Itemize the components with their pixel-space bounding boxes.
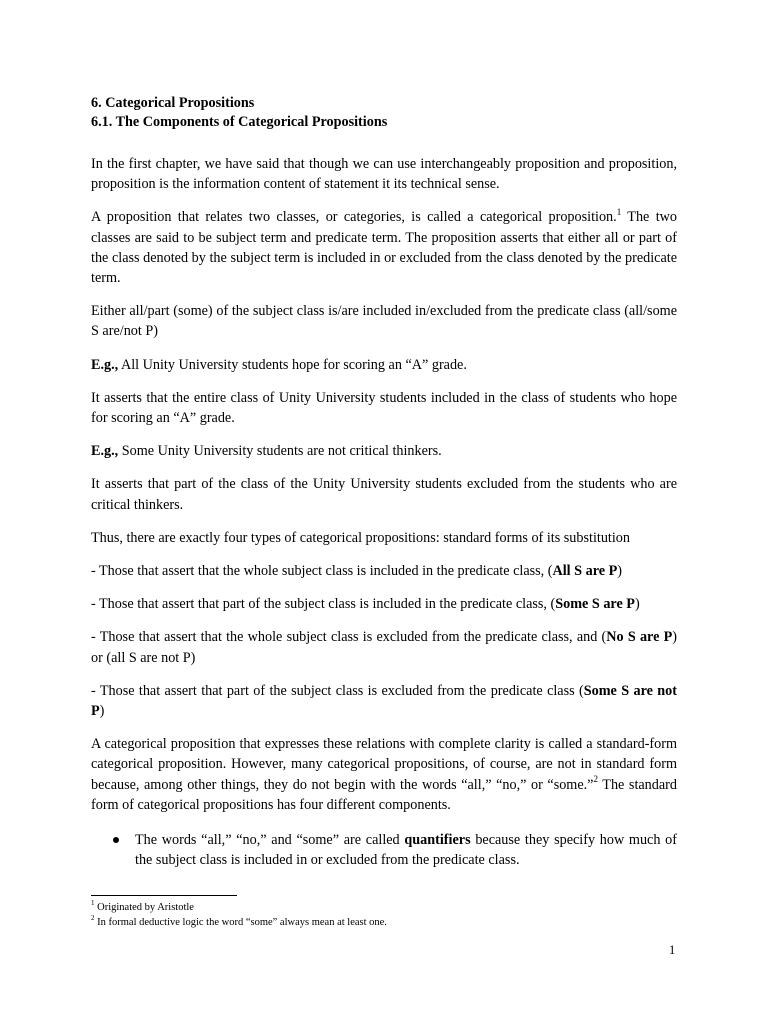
chapter-heading: 6. Categorical Propositions [91, 95, 255, 111]
example-1-text: All Unity University students hope for scoring an “A” grade. [118, 356, 467, 373]
type-item-text: - Those that assert that the whole subject class is excluded from the predicate class, and ( [91, 629, 607, 646]
paragraph-standard-form-text-a: A categorical proposition that expresses these relations with complete clarity is called a standard-form categorical proposition. However, many categorical propositions, of course, are not in standard form because, among other things, they do not begin with the words “all,” “no,” or “some.” [91, 736, 677, 793]
footnote-text: In formal deductive logic the word “some” always mean at least one. [94, 917, 387, 928]
footnote-ref-1[interactable]: 1 [616, 206, 622, 217]
footnotes [91, 900, 677, 930]
paragraph-standard-form-text-b: The standard form of categorical propositions has four different components. [91, 776, 677, 813]
type-item-form: No S are P [606, 629, 673, 646]
type-item-text: - Those that assert that part of the subject class is included in the predicate class, ( [91, 596, 556, 613]
paragraph-structure: Either all/part (some) of the subject class is/are included in/excluded from the predicate class (all/some S are/not P) [91, 303, 677, 340]
paragraph-standard-form [91, 734, 677, 815]
example-1-explanation: It asserts that the entire class of Unity University students included in the class of students who hope for scoring an “A” grade. [91, 389, 677, 427]
type-item [91, 627, 677, 667]
type-item-text: - Those that assert that part of the subject class is excluded from the predicate class ( [91, 682, 584, 699]
type-item-text: ) [617, 563, 622, 580]
page-number: 1 [669, 943, 676, 957]
bullet-icon [113, 837, 119, 843]
footnote-2 [91, 915, 677, 930]
type-item-text: - Those that assert that the whole subject class is included in the predicate class, ( [91, 563, 553, 580]
type-item-text: ) [634, 596, 640, 613]
type-item-text: ) or (all S are not P) [91, 629, 678, 666]
example-2-label: E.g., [91, 443, 119, 460]
example-2-explanation: It asserts that part of the class of the Unity University students excluded from the students who are critical thinkers. [91, 476, 677, 513]
type-item [91, 561, 677, 581]
example-1 [91, 355, 677, 375]
type-item-text: ) [99, 703, 105, 720]
example-1-label: E.g., [91, 356, 119, 373]
section-heading: 6.1. The Components of Categorical Propositions [91, 114, 388, 130]
paragraph-definition-text-a: A proposition that relates two classes, or categories, is called a categorical proposition. [91, 209, 617, 226]
types-intro: Thus, there are exactly four types of categorical propositions: standard forms of its substitution [91, 529, 630, 546]
page-body [91, 94, 677, 870]
footnote-number: 1 [91, 898, 95, 907]
type-item-form: Some S are P [555, 596, 635, 613]
footnote-separator [91, 895, 237, 896]
bullet-text [135, 830, 677, 870]
type-item [91, 594, 677, 614]
type-item [91, 681, 677, 721]
paragraph-definition-text-b: The two classes are said to be subject term and predicate term. The proposition asserts that either all or part of the class denoted by the subject term is included in or excluded from the class denoted by the predicate term. [91, 209, 677, 287]
footnote-1 [91, 900, 677, 915]
bullet-text-b: because they specify how much of the subject class is included in or excluded from the predicate class. [135, 832, 677, 869]
paragraph-definition [91, 207, 677, 288]
example-2 [91, 441, 677, 461]
type-item-form: All S are P [552, 563, 618, 580]
paragraph-intro: In the first chapter, we have said that though we can use interchangeably proposition and proposition, proposition is the information content of statement it its technical sense. [91, 156, 677, 193]
example-2-text: Some Unity University students are not critical thinkers. [118, 443, 442, 460]
bullet-text-a: The words “all,” “no,” and “some” are called [135, 832, 405, 849]
footnote-text: Originated by Aristotle [94, 902, 194, 913]
bullet-list-item [91, 830, 677, 870]
footnote-number: 2 [91, 913, 95, 922]
type-item-form: Some S are not P [91, 682, 677, 720]
bullet-term: quantifiers [404, 832, 471, 849]
footnote-ref-2[interactable]: 2 [593, 773, 598, 784]
